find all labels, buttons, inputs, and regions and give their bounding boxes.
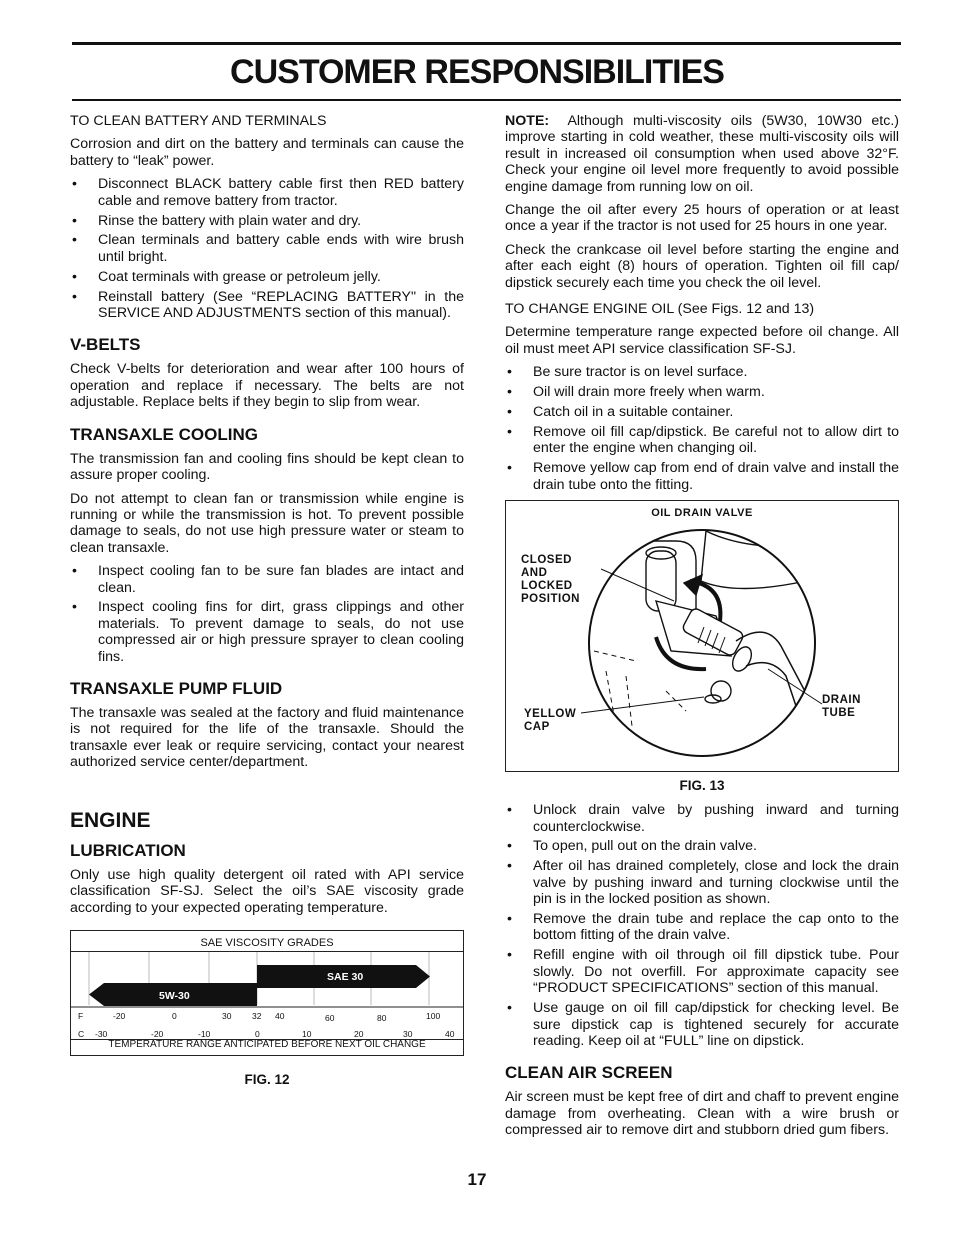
c-tick-label: -20 [151, 1028, 164, 1039]
drain-tube-label [822, 694, 861, 720]
list-item: • Oil will drain more freely when warm. [505, 384, 899, 400]
closed-locked-label-line: CLOSED [521, 554, 572, 567]
c-scale-label: C [78, 1028, 85, 1039]
f-tick-label: 0 [172, 1010, 177, 1021]
c-tick-label: -30 [95, 1028, 108, 1039]
fig12-caption: FIG. 12 [244, 1071, 290, 1087]
f-tick-label: 32 [252, 1010, 262, 1021]
list-item: • Be sure tractor is on level surface. [505, 364, 899, 380]
cooling-paragraph-1: The transmission fan and cooling fins should be kept clean to assure proper cooling. [70, 450, 464, 484]
list-item: • Clean terminals and battery cable ends with wire brush until bright. [70, 232, 464, 265]
yellow-cap-label [524, 708, 576, 734]
viscosity-chart [70, 930, 464, 1056]
note-label: NOTE: [505, 113, 550, 129]
list-item: • Use gauge on oil fill cap/dipstick for checking level. Be sure dipstick cap is tightened securely for accurate reading. Keep oil at “FULL” line on dipstick. [505, 1000, 899, 1049]
list-item: • Inspect cooling fins for dirt, grass clippings and other materials. To prevent damage to seals, do not use compressed air or high pressure sprayer to clean cooling fins. [70, 599, 464, 665]
left-column [70, 113, 464, 1088]
list-item: • After oil has drained completely, close and lock the drain valve by pushing inward and turning clockwise until the pin is in the locked position as shown. [505, 858, 899, 907]
note-paragraph [505, 113, 899, 195]
c-tick-label: 0 [255, 1028, 260, 1039]
page-title: CUSTOMER RESPONSIBILITIES [230, 53, 724, 91]
list-item: • Unlock drain valve by pushing inward and turning counterclockwise. [505, 802, 899, 835]
cooling-paragraph-2: Do not attempt to clean fan or transmission while engine is running or while the transmission is hot. To prevent possible damage to seals, do not use high pressure water or steam to clean transaxle. [70, 490, 464, 556]
header-rule-bottom [72, 99, 901, 101]
drain-steps-list [505, 802, 899, 1049]
f-tick-label: 80 [377, 1012, 387, 1023]
change-oil-intro: Determine temperature range expected before oil change. All oil must meet API service classification SF-SJ. [505, 324, 899, 357]
air-screen-text: Air screen must be kept free of dirt and chaff to prevent engine damage from overheating. Clean with a wire brush or compressed air to remove dirt and stubborn dried gum fibers. [505, 1089, 899, 1139]
closed-locked-label-line: POSITION [521, 593, 580, 606]
list-item: • Reinstall battery (See “REPLACING BATTERY" in the SERVICE AND ADJUSTMENTS section of this manual). [70, 289, 464, 322]
f-scale-label: F [78, 1010, 84, 1021]
lubrication-text: Only use high quality detergent oil rated with API service classification SF-SJ. Select the oil’s SAE viscosity grade according to your expected operating temperature. [70, 866, 464, 916]
battery-steps-list [70, 176, 464, 321]
battery-intro: Corrosion and dirt on the battery and terminals can cause the battery to “leak” power. [70, 136, 464, 169]
list-item: • Rinse the battery with plain water and dry. [70, 213, 464, 229]
cooling-steps-list [70, 563, 464, 665]
yellow-cap-label-line: YELLOW [524, 708, 577, 721]
note-text: Although multi-viscosity oils (5W30, 10W30 etc.) improve starting in cold weather, these multi-viscosity oils will result in increased oil consumption when used above 32°F. Check your engine oil level more frequently to avoid possible engine damage from running low on oil. [505, 113, 899, 195]
change-oil-steps-list [505, 364, 899, 493]
list-item: • Coat terminals with grease or petroleum jelly. [70, 269, 464, 285]
cooling-heading: TRANSAXLE COOLING [70, 424, 258, 444]
closed-locked-label-line: AND [521, 567, 548, 580]
header-rule-top [72, 42, 901, 45]
5w30-label: 5W-30 [159, 989, 190, 1002]
viscosity-chart-footer: TEMPERATURE RANGE ANTICIPATED BEFORE NEXT OIL CHANGE [108, 1038, 426, 1050]
c-tick-label: 40 [445, 1028, 455, 1039]
list-item: • Inspect cooling fan to be sure fan blades are intact and clean. [70, 563, 464, 596]
pump-fluid-heading: TRANSAXLE PUMP FLUID [70, 679, 283, 699]
page-number: 17 [467, 1170, 487, 1189]
drain-tube-label-line: TUBE [822, 707, 856, 720]
list-item: • Remove the drain tube and replace the cap onto to the bottom fitting of the drain valve. [505, 911, 899, 944]
oil-drain-valve-figure [505, 500, 899, 772]
f-tick-label: -20 [113, 1010, 126, 1021]
f-tick-label: 30 [222, 1010, 232, 1021]
oil-check-interval: Check the crankcase oil level before starting the engine and after each eight (8) hours of operation. Tighten oil fill cap/ dipstick securely each time you check the oil level. [505, 241, 899, 291]
f-tick-label: 60 [325, 1012, 335, 1023]
battery-heading: TO CLEAN BATTERY AND TERMINALS [70, 113, 327, 129]
list-item: • Remove oil fill cap/dipstick. Be careful not to allow dirt to enter the engine when changing oil. [505, 424, 899, 457]
list-item: • To open, pull out on the drain valve. [505, 838, 899, 854]
sae30-label: SAE 30 [327, 970, 364, 983]
change-oil-heading: TO CHANGE ENGINE OIL (See Figs. 12 and 13) [505, 301, 815, 318]
drain-tube-label-line: DRAIN [822, 694, 861, 707]
fig13-caption: FIG. 13 [679, 778, 725, 794]
list-item: • Catch oil in a suitable container. [505, 404, 899, 420]
closed-locked-label-line: LOCKED [521, 580, 573, 593]
list-item: • Disconnect BLACK battery cable first then RED battery cable and remove battery from tractor. [70, 176, 464, 209]
yellow-cap-label-line: CAP [524, 721, 550, 734]
engine-heading: ENGINE [70, 808, 151, 832]
pump-fluid-text: The transaxle was sealed at the factory and fluid maintenance is not required for the life of the transaxle. Should the transaxle ever leak or require servicing, contact your nearest authorized service center/department. [70, 705, 464, 771]
vbelts-text: Check V-belts for deterioration and wear after 100 hours of operation and replace if necessary. The belts are not adjustable. Replace belts if they begin to slip from wear. [70, 361, 464, 411]
closed-locked-label [521, 554, 580, 606]
right-column [505, 113, 899, 1146]
air-screen-heading: CLEAN AIR SCREEN [505, 1063, 673, 1083]
c-tick-label: -10 [198, 1028, 211, 1039]
f-tick-label: 100 [426, 1010, 441, 1021]
vbelts-heading: V-BELTS [70, 335, 141, 355]
c-tick-label: 10 [302, 1028, 312, 1039]
fig13-title: OIL DRAIN VALVE [651, 507, 753, 520]
list-item: • Refill engine with oil through oil fill dipstick tube. Pour slowly. Do not overfill. For approximate capacity see “PRODUCT SPECIFICATIONS” section of this manual. [505, 947, 899, 996]
c-tick-label: 30 [403, 1028, 413, 1039]
list-item: • Remove yellow cap from end of drain valve and install the drain tube onto the fitting. [505, 460, 899, 493]
lubrication-heading: LUBRICATION [70, 840, 186, 860]
f-tick-label: 40 [275, 1010, 285, 1021]
viscosity-chart-title: SAE VISCOSITY GRADES [200, 936, 334, 949]
oil-change-interval: Change the oil after every 25 hours of operation or at least once a year if the tractor is not used for 25 hours in one year. [505, 202, 899, 235]
c-tick-label: 20 [354, 1028, 364, 1039]
